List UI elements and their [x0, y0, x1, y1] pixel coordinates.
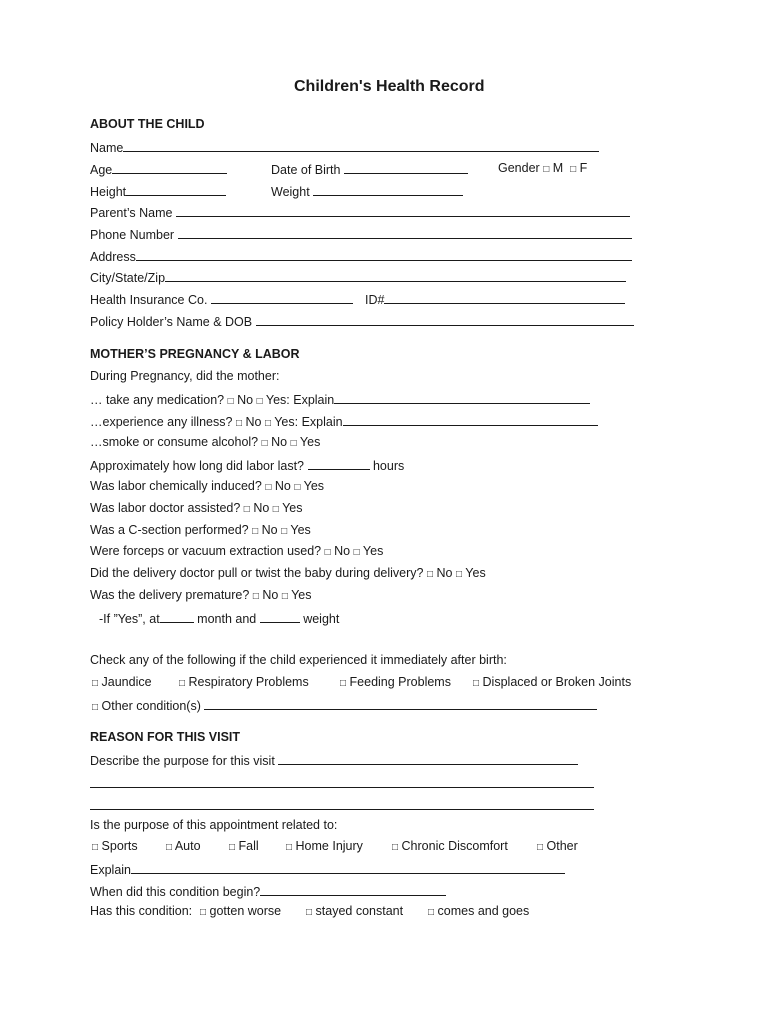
csection-yes-label: Yes	[290, 523, 311, 537]
induced-no-label: No	[274, 479, 291, 493]
pull-row	[90, 566, 486, 582]
sports-option	[92, 839, 138, 855]
id-label: ID#	[365, 293, 385, 307]
name-label: Name	[90, 141, 124, 155]
fall-checkbox[interactable]: □	[229, 842, 236, 853]
jaundice-label: Jaundice	[101, 675, 152, 689]
policy-row	[90, 313, 634, 330]
city-row	[90, 269, 626, 286]
pull-yes-checkbox[interactable]: □	[456, 569, 463, 580]
age-label: Age	[90, 163, 113, 177]
comes-option	[428, 904, 529, 920]
height-label: Height	[90, 185, 127, 199]
birth-prompt: Check any of the following if the child experienced it immediately after birth:	[90, 653, 507, 667]
gender-label: Gender	[498, 161, 540, 175]
pull-question: Did the delivery doctor pull or twist the baby during delivery?	[90, 566, 424, 580]
phone-row	[90, 226, 632, 243]
assisted-no-label: No	[253, 501, 270, 515]
forceps-question: Were forceps or vacuum extraction used?	[90, 544, 322, 558]
id-field[interactable]	[384, 291, 625, 304]
smoke-row	[90, 435, 320, 451]
phone-label: Phone Number	[90, 228, 175, 242]
pregnancy-intro: During Pregnancy, did the mother:	[90, 369, 280, 383]
labor-hours-field[interactable]	[308, 457, 370, 470]
smoke-no-label: No	[271, 435, 288, 449]
has-label: Has this condition:	[90, 904, 193, 918]
if-yes-label: -If ”Yes”, at	[99, 612, 160, 626]
assisted-no-checkbox[interactable]: □	[243, 504, 250, 515]
illness-no-label: No	[245, 415, 262, 429]
policy-label: Policy Holder’s Name & DOB	[90, 315, 253, 329]
illness-yes-label: Yes: Explain	[274, 415, 343, 429]
when-label: When did this condition begin?	[90, 885, 261, 899]
chronic-label: Chronic Discomfort	[401, 839, 508, 853]
premature-no-label: No	[262, 588, 279, 602]
illness-yes-checkbox[interactable]: □	[264, 418, 271, 429]
worse-checkbox[interactable]: □	[200, 907, 207, 918]
pull-no-label: No	[436, 566, 453, 580]
premature-weight-label: weight	[303, 612, 340, 626]
constant-checkbox[interactable]: □	[306, 907, 313, 918]
illness-row	[90, 413, 598, 431]
id-row	[365, 291, 625, 308]
induced-row	[90, 479, 324, 495]
other-reason-label: Other	[546, 839, 578, 853]
month-and-label: month and	[197, 612, 257, 626]
constant-option	[306, 904, 403, 920]
other-condition-row	[92, 697, 597, 715]
auto-checkbox[interactable]: □	[166, 842, 173, 853]
other-condition-label: Other condition(s)	[101, 699, 201, 713]
medication-question: … take any medication?	[90, 393, 225, 407]
gender-row	[498, 161, 587, 177]
forceps-no-label: No	[334, 544, 351, 558]
explain-label: Explain	[90, 863, 131, 877]
describe-label: Describe the purpose for this visit	[90, 754, 275, 768]
assisted-question: Was labor doctor assisted?	[90, 501, 241, 515]
worse-label: gotten worse	[209, 904, 282, 918]
assisted-yes-checkbox[interactable]: □	[272, 504, 279, 515]
smoke-question: …smoke or consume alcohol?	[90, 435, 259, 449]
phone-field[interactable]	[178, 226, 632, 239]
address-row	[90, 248, 632, 265]
policy-field[interactable]	[256, 313, 634, 326]
smoke-no-checkbox[interactable]: □	[261, 438, 268, 449]
section-heading-visit: REASON FOR THIS VISIT	[90, 730, 241, 744]
pull-yes-label: Yes	[465, 566, 486, 580]
parent-label: Parent’s Name	[90, 206, 173, 220]
gender-f-checkbox[interactable]: □	[570, 164, 577, 175]
premature-question: Was the delivery premature?	[90, 588, 250, 602]
fall-option	[229, 839, 259, 855]
name-row	[90, 139, 599, 156]
gender-f-label: F	[579, 161, 588, 175]
age-field[interactable]	[112, 161, 227, 174]
csection-row	[90, 523, 311, 539]
explain-row	[90, 861, 565, 878]
city-label: City/State/Zip	[90, 271, 166, 285]
weight-label: Weight	[271, 185, 310, 199]
parent-row	[90, 204, 630, 221]
describe-line-2[interactable]	[90, 787, 594, 788]
comes-checkbox[interactable]: □	[428, 907, 435, 918]
has-row	[90, 904, 192, 919]
forceps-row	[90, 544, 383, 560]
insurance-row	[90, 291, 353, 308]
gender-m-label: M	[552, 161, 564, 175]
assisted-yes-label: Yes	[282, 501, 303, 515]
when-field[interactable]	[260, 883, 446, 896]
labor-question: Approximately how long did labor last?	[90, 459, 305, 473]
premature-weight-field[interactable]	[260, 610, 300, 623]
displaced-label: Displaced or Broken Joints	[482, 675, 632, 689]
insurance-label: Health Insurance Co.	[90, 293, 208, 307]
parent-field[interactable]	[176, 204, 630, 217]
induced-yes-label: Yes	[303, 479, 325, 493]
assisted-row	[90, 501, 303, 517]
induced-yes-checkbox[interactable]: □	[294, 482, 301, 493]
sports-checkbox[interactable]: □	[92, 842, 99, 853]
home-label: Home Injury	[295, 839, 363, 853]
respiratory-checkbox[interactable]: □	[179, 678, 186, 689]
illness-question: …experience any illness?	[90, 415, 233, 429]
section-heading-pregnancy: MOTHER’S PREGNANCY & LABOR	[90, 347, 300, 361]
dob-label: Date of Birth	[271, 163, 341, 177]
describe-row	[90, 752, 578, 769]
medication-yes-label: Yes: Explain	[265, 393, 335, 407]
feeding-label: Feeding Problems	[349, 675, 451, 689]
premature-month-field[interactable]	[160, 610, 194, 623]
medication-no-checkbox[interactable]: □	[227, 396, 234, 407]
illness-no-checkbox[interactable]: □	[235, 418, 242, 429]
csection-no-checkbox[interactable]: □	[252, 526, 259, 537]
height-row	[90, 183, 226, 200]
when-row	[90, 883, 446, 900]
medication-no-label: No	[237, 393, 254, 407]
forceps-yes-label: Yes	[362, 544, 384, 558]
form-title: Children's Health Record	[294, 78, 485, 95]
jaundice-option	[92, 675, 152, 691]
auto-label: Auto	[174, 839, 201, 853]
other-condition-field[interactable]	[204, 697, 597, 710]
premature-yes-checkbox[interactable]: □	[281, 591, 288, 602]
other-reason-checkbox[interactable]: □	[537, 842, 544, 853]
other-condition-checkbox[interactable]: □	[92, 702, 99, 713]
premature-detail-row	[99, 610, 339, 627]
induced-question: Was labor chemically induced?	[90, 479, 262, 493]
labor-hours-label: hours	[372, 459, 405, 473]
describe-field[interactable]	[278, 752, 578, 765]
address-label: Address	[90, 250, 136, 264]
gender-m-checkbox[interactable]: □	[543, 164, 550, 175]
feeding-checkbox[interactable]: □	[340, 678, 347, 689]
forceps-yes-checkbox[interactable]: □	[353, 547, 360, 558]
address-field[interactable]	[136, 248, 632, 261]
premature-row	[90, 588, 312, 604]
smoke-yes-checkbox[interactable]: □	[290, 438, 297, 449]
age-row	[90, 161, 227, 178]
height-field[interactable]	[126, 183, 226, 196]
weight-row	[271, 183, 463, 200]
chronic-option	[392, 839, 508, 855]
related-prompt: Is the purpose of this appointment related to:	[90, 818, 338, 832]
dob-row	[271, 161, 468, 178]
csection-question: Was a C-section performed?	[90, 523, 249, 537]
city-field[interactable]	[165, 269, 626, 282]
sports-label: Sports	[101, 839, 138, 853]
dob-field[interactable]	[344, 161, 468, 174]
labor-row	[90, 457, 404, 474]
other-reason-option	[537, 839, 578, 855]
jaundice-checkbox[interactable]: □	[92, 678, 99, 689]
medication-row	[90, 391, 590, 409]
name-field[interactable]	[123, 139, 599, 152]
premature-yes-label: Yes	[291, 588, 312, 602]
smoke-yes-label: Yes	[299, 435, 321, 449]
medication-explain-field[interactable]	[334, 391, 590, 404]
insurance-field[interactable]	[211, 291, 353, 304]
medication-yes-checkbox[interactable]: □	[256, 396, 263, 407]
weight-field[interactable]	[313, 183, 463, 196]
pull-no-checkbox[interactable]: □	[427, 569, 434, 580]
feeding-option	[340, 675, 451, 691]
csection-no-label: No	[261, 523, 278, 537]
auto-option	[166, 839, 201, 855]
displaced-option	[473, 675, 631, 691]
home-option	[286, 839, 363, 855]
premature-no-checkbox[interactable]: □	[252, 591, 259, 602]
illness-explain-field[interactable]	[343, 413, 598, 426]
comes-label: comes and goes	[437, 904, 530, 918]
fall-label: Fall	[238, 839, 259, 853]
describe-line-3[interactable]	[90, 809, 594, 810]
section-heading-about: ABOUT THE CHILD	[90, 117, 205, 131]
constant-label: stayed constant	[315, 904, 404, 918]
respiratory-label: Respiratory Problems	[188, 675, 309, 689]
forceps-no-checkbox[interactable]: □	[324, 547, 331, 558]
displaced-checkbox[interactable]: □	[473, 678, 480, 689]
respiratory-option	[179, 675, 309, 691]
worse-option	[200, 904, 281, 920]
induced-no-checkbox[interactable]: □	[265, 482, 272, 493]
csection-yes-checkbox[interactable]: □	[281, 526, 288, 537]
home-checkbox[interactable]: □	[286, 842, 293, 853]
explain-field[interactable]	[131, 861, 565, 874]
chronic-checkbox[interactable]: □	[392, 842, 399, 853]
